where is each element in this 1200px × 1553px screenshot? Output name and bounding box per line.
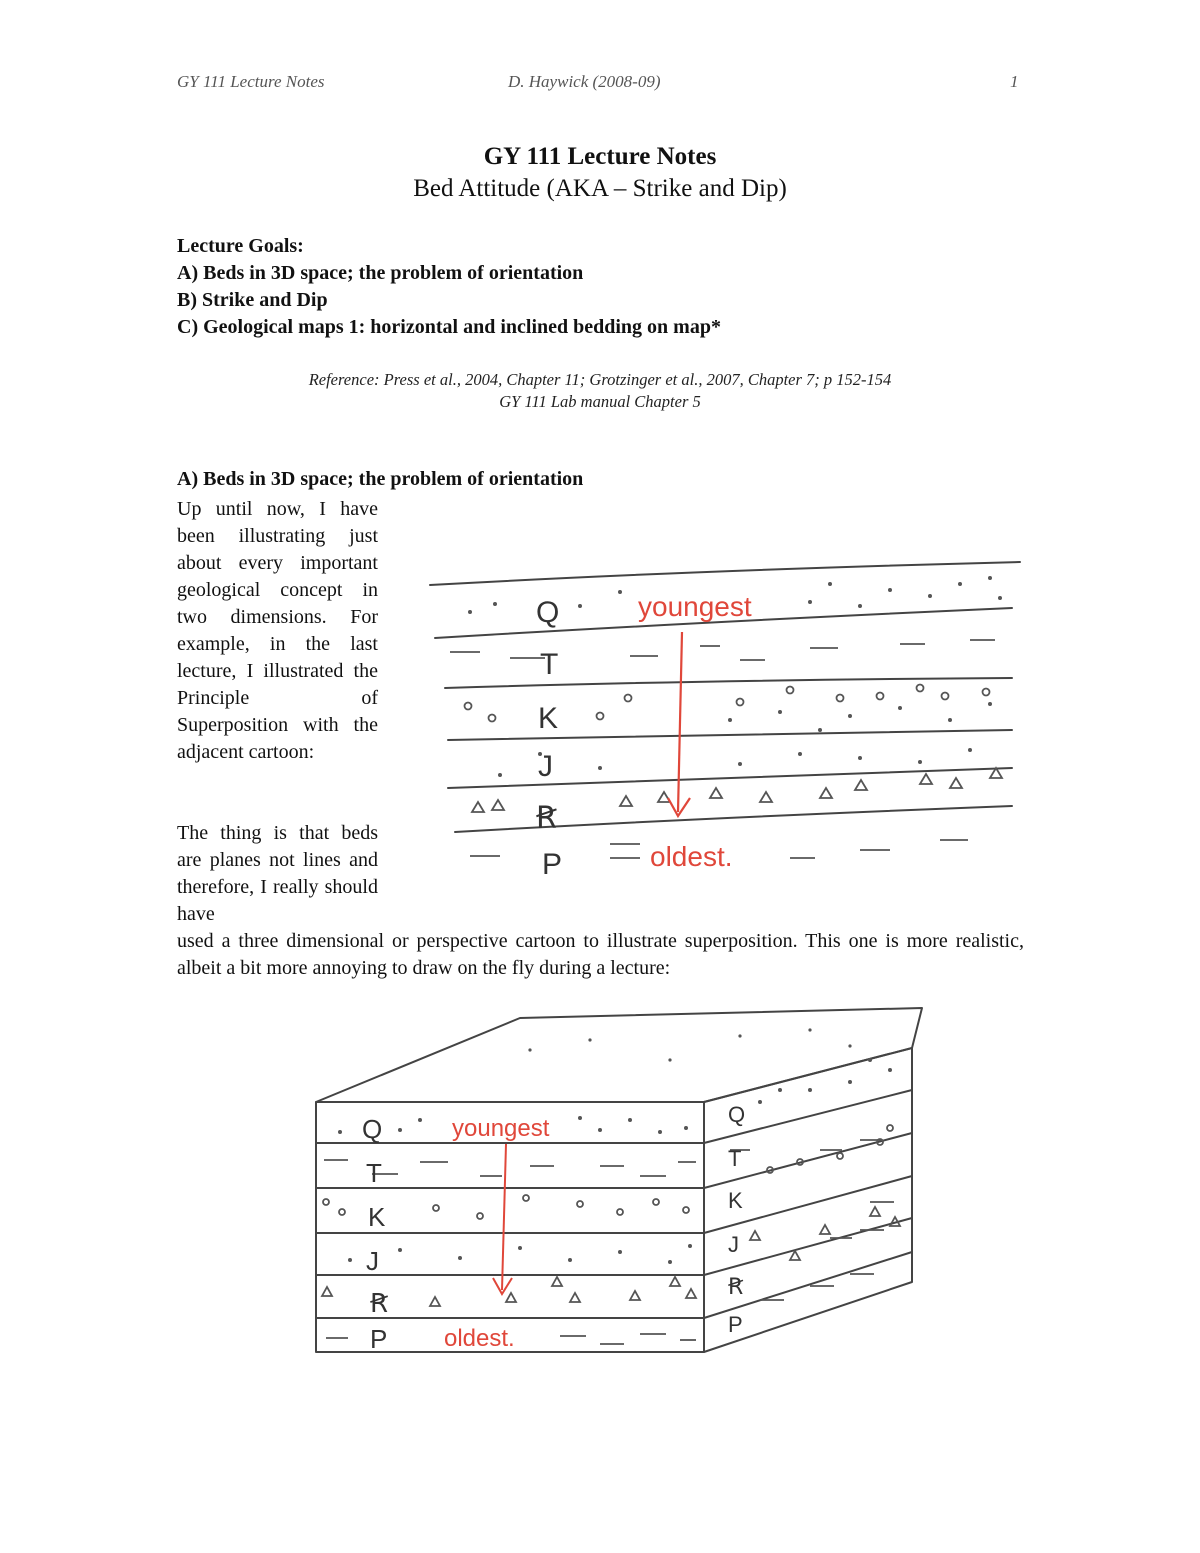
layer-label: Ꞧ bbox=[536, 802, 557, 835]
bed-boundary bbox=[430, 562, 1020, 585]
page-title: GY 111 Lecture Notes bbox=[483, 143, 717, 170]
superposition-3d-block bbox=[290, 990, 970, 1385]
oldest-label: oldest. bbox=[444, 1325, 515, 1352]
bed-boundary bbox=[448, 730, 1012, 740]
layer-label: T bbox=[540, 648, 559, 681]
running-header-author: D. Haywick (2008-09) bbox=[508, 72, 661, 91]
side-layer-label: K bbox=[728, 1188, 743, 1213]
lecture-goals bbox=[177, 233, 721, 341]
front-layer-label: P bbox=[370, 1324, 388, 1354]
section-a-heading: A) Beds in 3D space; the problem of orientation bbox=[177, 468, 584, 490]
youngest-label: youngest bbox=[452, 1115, 550, 1142]
front-layer-label: K bbox=[368, 1202, 386, 1232]
front-layer-label: Ꞧ bbox=[370, 1288, 389, 1318]
superposition-2d-cartoon bbox=[400, 540, 1040, 900]
section-a-paragraph-1: Up until now, I have been illustrating just about every important geological concept in two dimensions. For example, in the last lecture, I illustrated the Principle of Superposition with the adjacent cartoon: bbox=[177, 498, 378, 763]
section-a-paragraph-3: used a three dimensional or perspective cartoon to illustrate superposition. This one is more realistic, albeit a bit more annoying to draw on the fly during a lecture: bbox=[177, 930, 1024, 979]
block-top-face bbox=[316, 1008, 922, 1102]
side-layer-label: Q bbox=[728, 1102, 746, 1127]
age-arrow bbox=[668, 632, 690, 816]
page-subtitle: Bed Attitude (AKA – Strike and Dip) bbox=[413, 175, 787, 202]
running-header-left: GY 111 Lecture Notes bbox=[177, 72, 325, 91]
goal-item: A) Beds in 3D space; the problem of orientation bbox=[177, 262, 584, 284]
section-a-paragraph-2: The thing is that beds are planes not lines and therefore, I really should have bbox=[177, 822, 378, 925]
side-layer-label: J bbox=[728, 1232, 739, 1257]
oldest-label: oldest. bbox=[650, 841, 733, 872]
side-layer-label: P bbox=[728, 1312, 743, 1337]
front-layer-label: T bbox=[366, 1158, 382, 1188]
age-arrow bbox=[493, 1144, 512, 1294]
goal-item: B) Strike and Dip bbox=[177, 289, 328, 311]
bed-boundary bbox=[445, 678, 1012, 688]
front-layer-label: J bbox=[366, 1246, 379, 1276]
layer-label: P bbox=[542, 848, 563, 881]
layer-label: Q bbox=[536, 596, 560, 629]
side-layer-label: T bbox=[728, 1146, 742, 1171]
lecture-goals-heading: Lecture Goals: bbox=[177, 235, 304, 257]
layer-label: J bbox=[538, 750, 553, 783]
reference-block bbox=[0, 369, 1200, 413]
youngest-label: youngest bbox=[638, 591, 752, 622]
front-layer-label: Q bbox=[362, 1114, 383, 1144]
layer-label: K bbox=[538, 702, 559, 735]
reference-line: GY 111 Lab manual Chapter 5 bbox=[499, 392, 701, 411]
page-number: 1 bbox=[1010, 72, 1019, 91]
reference-line: Reference: Press et al., 2004, Chapter 11; Grotzinger et al., 2007, Chapter 7; p 152-154 bbox=[308, 370, 892, 389]
goal-item: C) Geological maps 1: horizontal and inclined bedding on map* bbox=[177, 316, 721, 338]
side-layer-label: Ꞧ bbox=[728, 1274, 744, 1299]
